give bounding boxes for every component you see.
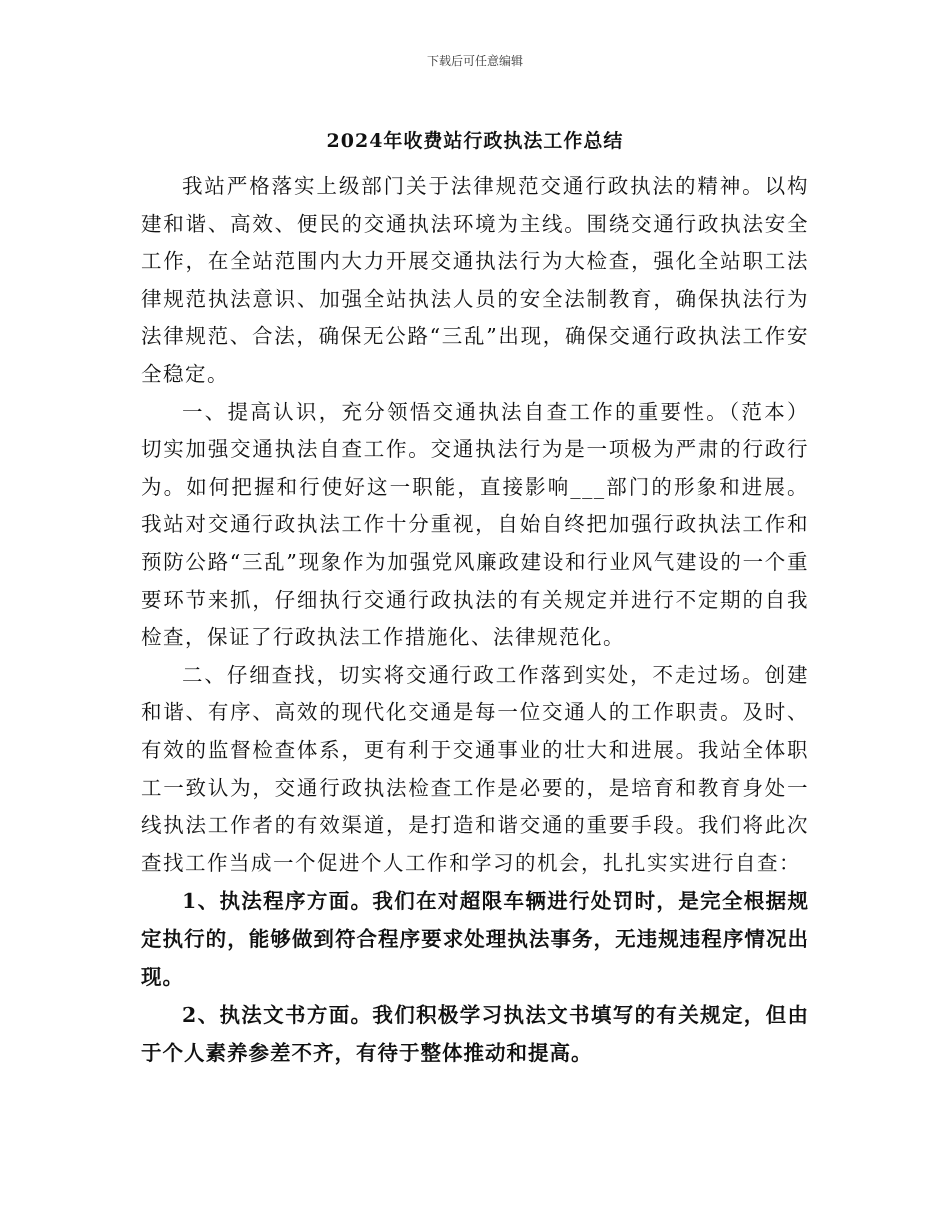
paragraph-section-1: 一、提高认识，充分领悟交通执法自查工作的重要性。（范本）切实加强交通执法自查工作。交通执法行为是一项极为严肃的行政行为。如何把握和行使好这一职能，直接影响___部门的形象和进展。我站对交通行政执法工作十分重视，自始自终把加强行政执法工作和预防公路“三乱”现象作为加强党风廉政建设和行业风气建设的一个重要环节来抓，仔细执行交通行政执法的有关规定并进行不定期的自我检查，保证了行政执法工作措施化、法律规范化。 — [141, 399, 809, 650]
paragraph-item-1: 1、执法程序方面。我们在对超限车辆进行处罚时，是完全根据规定执行的，能够做到符合程序要求处理执法事务，无违规违程序情况出现。 — [141, 889, 809, 990]
document-body — [141, 168, 809, 1072]
document-title: 2024年收费站行政执法工作总结 — [326, 130, 624, 152]
header-note: 下载后可任意编辑 — [426, 54, 523, 68]
paragraph-intro: 我站严格落实上级部门关于法律规范交通行政执法的精神。以构建和谐、高效、便民的交通执法环境为主线。围绕交通行政执法安全工作，在全站范围内大力开展交通执法行为大检查，强化全站职工法律规范执法意识、加强全站执法人员的安全法制教育，确保执法行为法律规范、合法，确保无公路“三乱”出现，确保交通行政执法工作安全稳定。 — [141, 174, 809, 386]
paragraph-section-2: 二、仔细查找，切实将交通行政工作落到实处，不走过场。创建和谐、有序、高效的现代化交通是每一位交通人的工作职责。及时、有效的监督检查体系，更有利于交通事业的壮大和进展。我站全体职工一致认为，交通行政执法检查工作是必要的，是培育和教育身处一线执法工作者的有效渠道，是打造和谐交通的重要手段。我们将此次查找工作当成一个促进个人工作和学习的机会，扎扎实实进行自查： — [141, 662, 809, 875]
paragraph-item-2: 2、执法文书方面。我们积极学习执法文书填写的有关规定，但由于个人素养参差不齐，有待于整体推动和提高。 — [141, 1003, 809, 1066]
